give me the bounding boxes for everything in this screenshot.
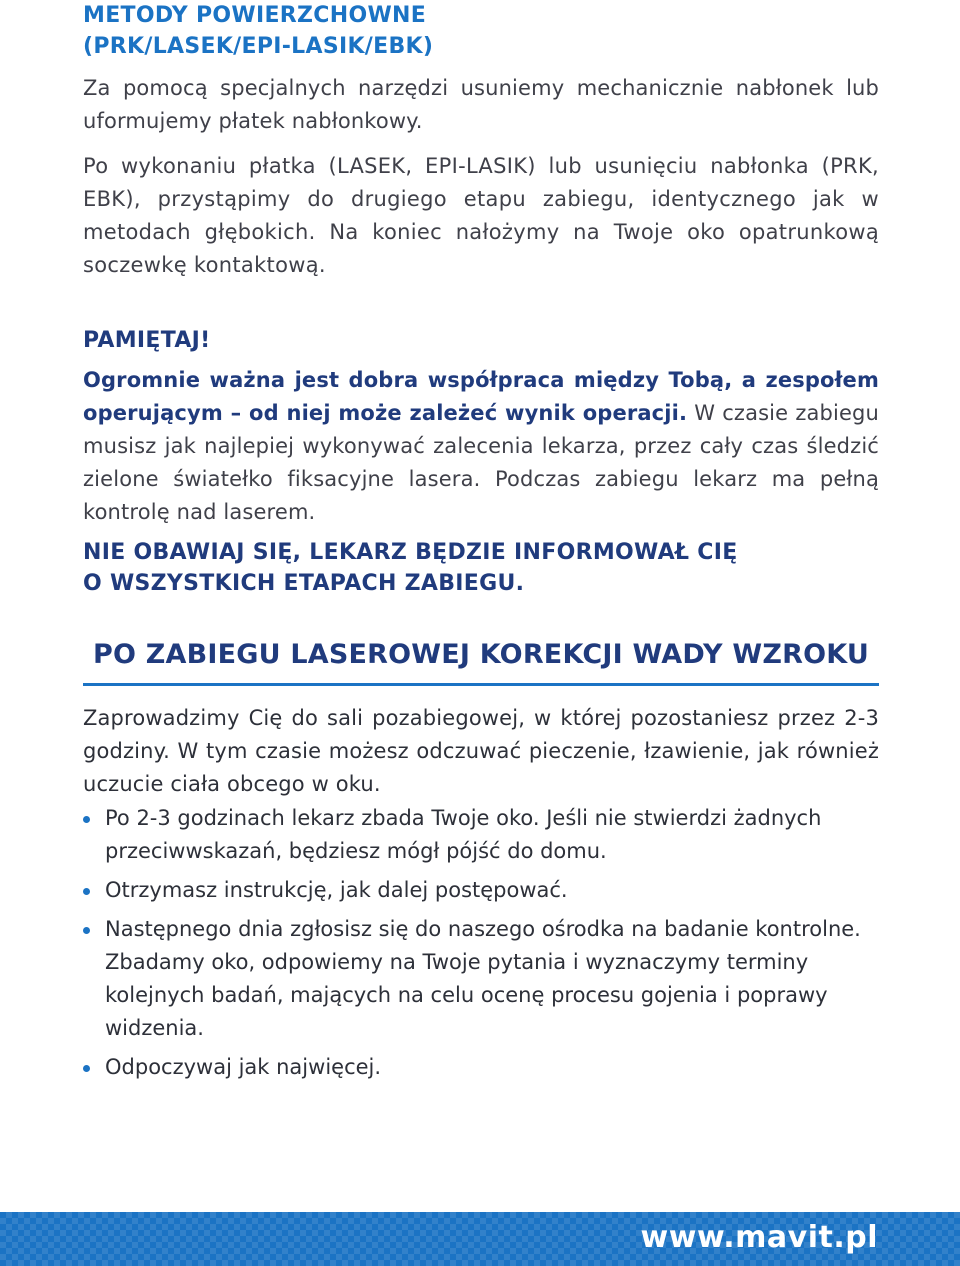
remember-heading: PAMIĘTAJ! bbox=[83, 328, 211, 353]
reassurance-note bbox=[83, 537, 879, 599]
bullet-icon bbox=[83, 927, 90, 934]
remember-text-1: W czasie zabiegu musisz jak najlepiej wykonywać zalecenia lekarza, przez cały czas śledzić zielone światełko fiksacyjne lasera. bbox=[83, 401, 879, 491]
reassurance-note-line2: O WSZYSTKICH ETAPACH ZABIEGU. bbox=[83, 571, 525, 596]
list-item-text: Otrzymasz instrukcję, jak dalej postępować. bbox=[105, 878, 568, 902]
remember-text-2: Podczas zabiegu lekarz ma pełną kontrolę nad laserem. bbox=[83, 467, 880, 524]
remember-bold-text: Ogromnie ważna jest dobra współpraca między Tobą, a zespołem operującym – od niej może zależeć wynik operacji. bbox=[83, 368, 879, 425]
list-item bbox=[83, 913, 879, 1045]
footer-bar bbox=[0, 1212, 960, 1266]
paragraph-procedure: Po wykonaniu płatka (LASEK, EPI-LASIK) lub usunięciu nabłonka (PRK, EBK), przystąpimy do drugiego etapu zabiegu, identycznego jak w metodach głębokich. Na koniec nałożymy na Twoje oko opatrunkową soczewkę kontaktową. bbox=[83, 154, 879, 277]
list-item bbox=[83, 802, 879, 868]
list-item bbox=[83, 1051, 879, 1084]
list-item-text: Odpoczywaj jak najwięcej. bbox=[105, 1055, 382, 1079]
remember-paragraph bbox=[83, 364, 879, 529]
bullet-icon bbox=[83, 1065, 90, 1072]
after-surgery-intro: Zaprowadzimy Cię do sali pozabiegowej, w której pozostaniesz przez 2-3 godziny. W tym czasie możesz odczuwać pieczenie, łzawienie, jak również uczucie ciała obcego w oku. bbox=[83, 706, 879, 796]
after-surgery-list bbox=[83, 802, 879, 1090]
list-item bbox=[83, 874, 879, 907]
section-title-after-surgery: PO ZABIEGU LASEROWEJ KOREKCJI WADY WZROKU bbox=[92, 639, 870, 670]
section-title-line1: METODY POWIERZCHOWNE bbox=[83, 3, 427, 28]
section-title-underline bbox=[83, 683, 879, 686]
section-title-surface-methods bbox=[83, 0, 879, 62]
section-title-line2: (PRK/LASEK/EPI-LASIK/EBK) bbox=[83, 34, 434, 59]
paragraph-epithelium: Za pomocą specjalnych narzędzi usuniemy mechanicznie nabłonek lub uformujemy płatek nabłonkowy. bbox=[83, 76, 879, 133]
section-title-after-surgery-wrap bbox=[83, 635, 879, 686]
website-link[interactable]: www.mavit.pl bbox=[640, 1220, 878, 1255]
bullet-icon bbox=[83, 888, 90, 895]
list-item-text: Po 2-3 godzinach lekarz zbada Twoje oko. Jeśli nie stwierdzi żadnych przeciwwskazań, będziesz mógł pójść do domu. bbox=[105, 806, 822, 863]
reassurance-note-line1: NIE OBAWIAJ SIĘ, LEKARZ BĘDZIE INFORMOWAŁ CIĘ bbox=[83, 540, 738, 565]
bullet-icon bbox=[83, 816, 90, 823]
list-item-text: Następnego dnia zgłosisz się do naszego ośrodka na badanie kontrolne. Zbadamy oko, odpowiemy na Twoje pytania i wyznaczymy terminy kolejnych badań, mających na celu ocenę procesu gojenia i poprawy widzenia. bbox=[105, 917, 861, 1040]
